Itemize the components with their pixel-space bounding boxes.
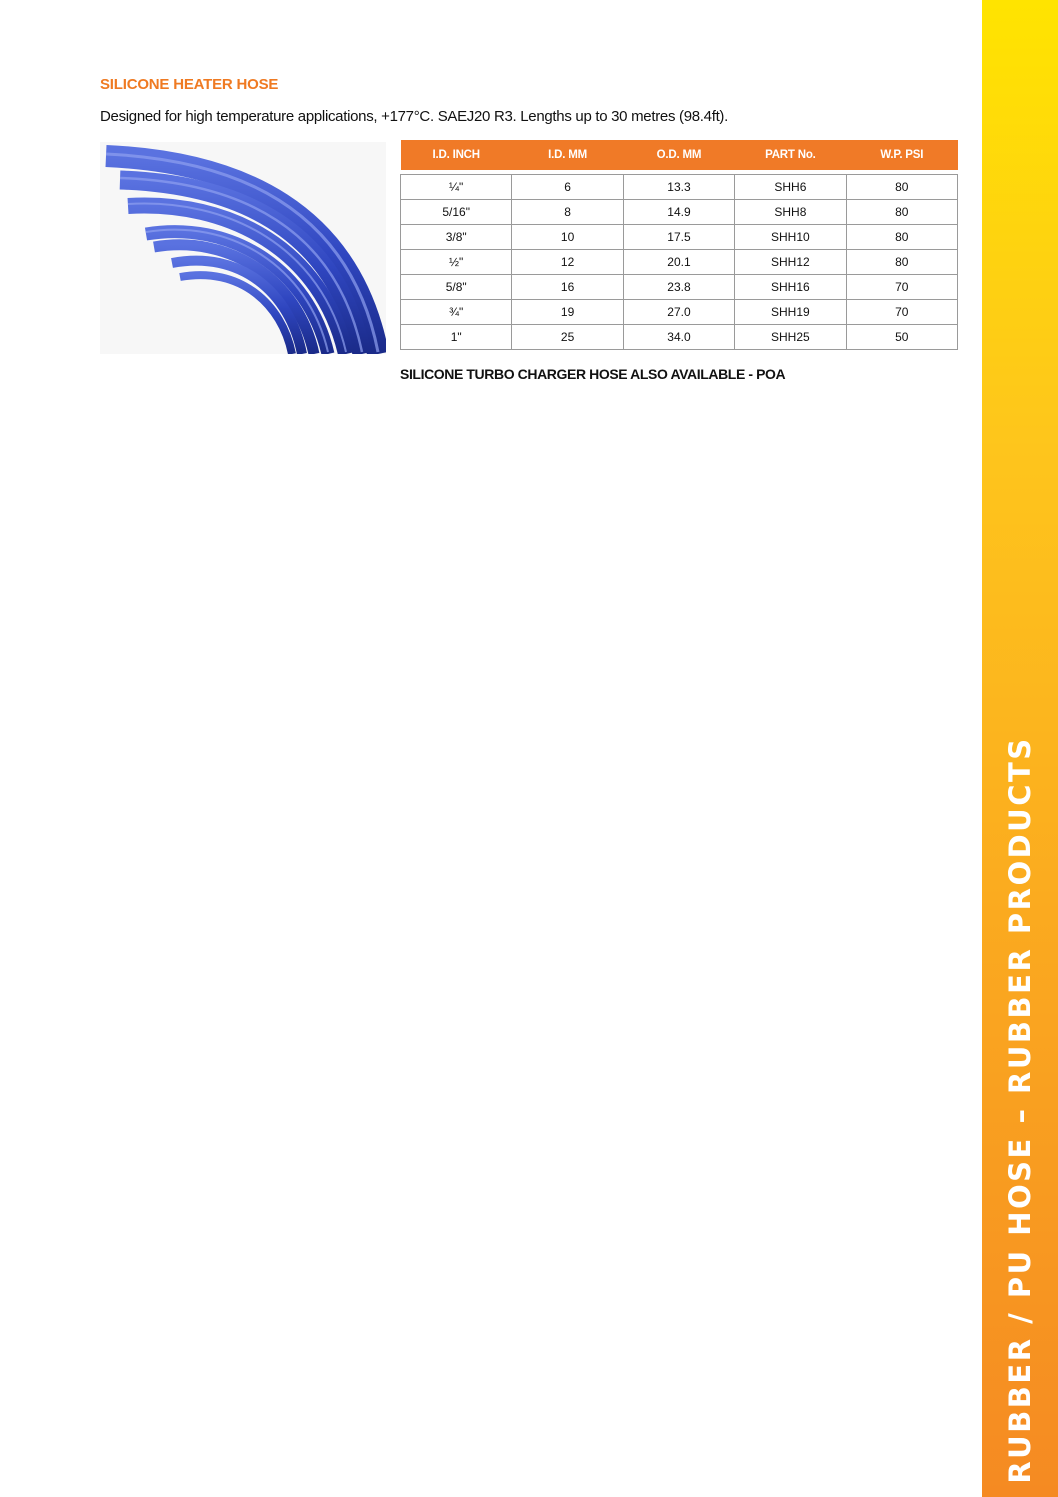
cell: ¼" xyxy=(401,175,512,200)
cell: 5/16" xyxy=(401,200,512,225)
cell: 34.0 xyxy=(623,325,734,350)
table-row xyxy=(401,300,958,325)
hose-photo xyxy=(100,142,386,354)
hose-coils-image xyxy=(100,142,386,354)
header-od-mm: O.D. MM xyxy=(623,140,734,170)
cell: 70 xyxy=(846,275,957,300)
cell: 3/8" xyxy=(401,225,512,250)
header-id-inch: I.D. INCH xyxy=(401,140,512,170)
cell: SHH25 xyxy=(735,325,846,350)
cell: ½" xyxy=(401,250,512,275)
table-row xyxy=(401,275,958,300)
cell: 13.3 xyxy=(623,175,734,200)
cell: 80 xyxy=(846,175,957,200)
cell: 12 xyxy=(512,250,623,275)
header-wp-psi: W.P. PSI xyxy=(846,140,957,170)
table-row xyxy=(401,200,958,225)
cell: SHH16 xyxy=(735,275,846,300)
cell: 27.0 xyxy=(623,300,734,325)
cell: 80 xyxy=(846,225,957,250)
table-row xyxy=(401,250,958,275)
spec-table xyxy=(400,140,958,350)
header-part-no: PART No. xyxy=(735,140,846,170)
side-label: RUBBER / PU HOSE – RUBBER PRODUCTS xyxy=(1003,736,1037,1484)
cell: 1" xyxy=(401,325,512,350)
table-header-row xyxy=(401,140,958,170)
section-title: SILICONE HEATER HOSE xyxy=(100,76,279,93)
cell: 14.9 xyxy=(623,200,734,225)
cell: 10 xyxy=(512,225,623,250)
cell: 23.8 xyxy=(623,275,734,300)
cell: ¾" xyxy=(401,300,512,325)
cell: SHH19 xyxy=(735,300,846,325)
cell: 19 xyxy=(512,300,623,325)
availability-note: SILICONE TURBO CHARGER HOSE ALSO AVAILABLE - POA xyxy=(400,366,786,382)
cell: SHH12 xyxy=(735,250,846,275)
cell: 80 xyxy=(846,250,957,275)
cell: 25 xyxy=(512,325,623,350)
cell: 8 xyxy=(512,200,623,225)
cell: 70 xyxy=(846,300,957,325)
cell: 80 xyxy=(846,200,957,225)
cell: 6 xyxy=(512,175,623,200)
section-description: Designed for high temperature applications, +177°C. SAEJ20 R3. Lengths up to 30 metres (98.4ft). xyxy=(100,108,728,125)
cell: SHH6 xyxy=(735,175,846,200)
cell: SHH10 xyxy=(735,225,846,250)
cell: 50 xyxy=(846,325,957,350)
table-row xyxy=(401,225,958,250)
cell: SHH8 xyxy=(735,200,846,225)
table-row xyxy=(401,175,958,200)
cell: 20.1 xyxy=(623,250,734,275)
cell: 16 xyxy=(512,275,623,300)
cell: 17.5 xyxy=(623,225,734,250)
header-id-mm: I.D. MM xyxy=(512,140,623,170)
table-row xyxy=(401,325,958,350)
cell: 5/8" xyxy=(401,275,512,300)
